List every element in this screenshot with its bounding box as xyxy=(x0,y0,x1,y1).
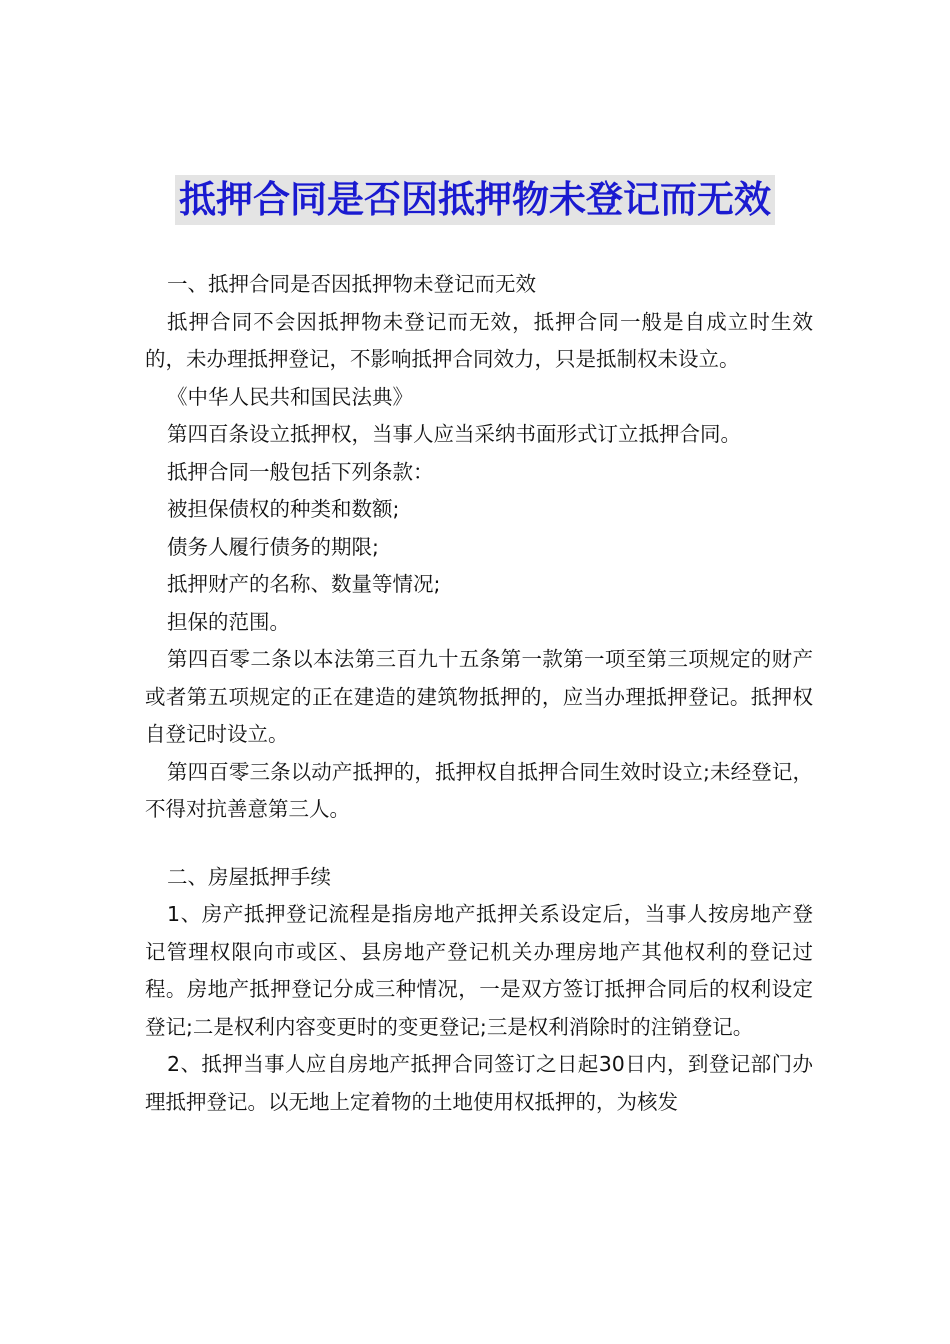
section-heading-1: 一、抵押合同是否因抵押物未登记而无效 xyxy=(167,272,536,296)
paragraph: 抵押合同不会因抵押物未登记而无效，抵押合同一般是自成立时生效的，未办理抵押登记，不影响抵押合同效力，只是抵制权未设立。 xyxy=(145,309,813,371)
section-spacer xyxy=(145,829,813,859)
title-container xyxy=(0,175,950,225)
paragraph: 第四百零三条以动产抵押的，抵押权自抵押合同生效时设立;未经登记，不得对抗善意第三人。 xyxy=(145,759,813,821)
paragraph: 《中华人民共和国民法典》 xyxy=(167,384,413,409)
document-body xyxy=(145,266,813,1121)
paragraph: 抵押合同一般包括下列条款： xyxy=(167,459,434,484)
list-item: 抵押财产的名称、数量等情况; xyxy=(167,572,441,596)
paragraph: 第四百零二条以本法第三百九十五条第一款第一项至第三项规定的财产或者第五项规定的正在建造的建筑物抵押的，应当办理抵押登记。抵押权自登记时设立。 xyxy=(145,647,813,746)
document-title: 抵押合同是否因抵押物未登记而无效 xyxy=(175,175,775,225)
paragraph: 1、房产抵押登记流程是指房地产抵押关系设定后，当事人按房地产登记管理权限向市或区、县房地产登记机关办理房地产其他权利的登记过程。房地产抵押登记分成三种情况，一是双方签订抵押合同后的权利设定登记;二是权利内容变更时的变更登记;三是权利消除时的注销登记。 xyxy=(145,902,813,1039)
list-item: 被担保债权的种类和数额; xyxy=(167,497,400,521)
paragraph: 2、抵押当事人应自房地产抵押合同签订之日起30日内，到登记部门办理抵押登记。以无地上定着物的土地使用权抵押的，为核发 xyxy=(145,1052,813,1114)
list-item: 债务人履行债务的期限; xyxy=(167,534,379,559)
list-item: 担保的范围。 xyxy=(167,609,290,634)
paragraph: 第四百条设立抵押权，当事人应当采纳书面形式订立抵押合同。 xyxy=(167,422,741,446)
section-heading-2: 二、房屋抵押手续 xyxy=(167,864,331,889)
